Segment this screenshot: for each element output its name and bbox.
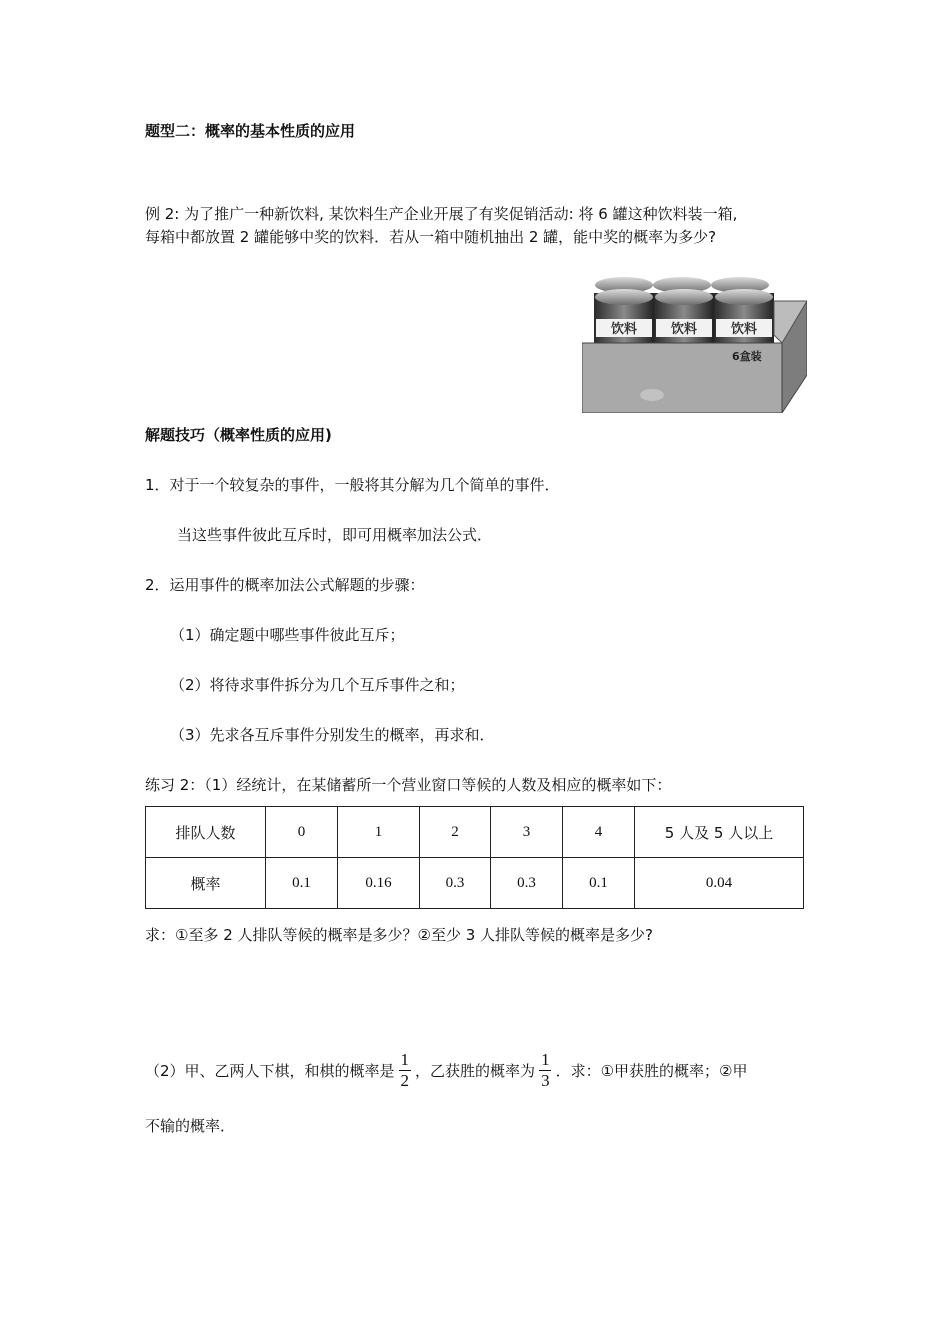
fraction-one-third [539,1050,552,1091]
table-cell: 0.3 [420,858,491,909]
part-2-middle: ，乙获胜的概率为 [415,1061,536,1080]
table-cell: 概率 [146,858,266,909]
drink-box-image [582,275,807,413]
section-title: 题型二：概率的基本性质的应用 [145,122,356,140]
table-cell: 2 [420,807,491,858]
exercise-2-part-2-line-2: 不输的概率． [145,1117,236,1135]
table-row [146,807,804,858]
can-label-3: 饮料 [730,322,758,337]
table-cell: 0.1 [563,858,635,909]
can-label-1: 饮料 [610,322,638,337]
part-2-suffix: ．求：①甲获胜的概率；②甲 [555,1061,748,1080]
table-cell: 0.1 [266,858,338,909]
table-cell: 1 [338,807,420,858]
tip-step-3: （3）先求各互斥事件分别发生的概率，再求和． [170,726,495,744]
drink-box-illustration [582,275,807,413]
tip-item-1: 1．对于一个较复杂的事件，一般将其分解为几个简单的事件． [145,476,560,494]
front-cans [594,289,774,345]
box-label: 6盒装 [732,350,762,363]
part-2-prefix: （2）甲、乙两人下棋，和棋的概率是 [145,1061,395,1080]
fraction-numerator: 1 [400,1049,410,1069]
table-cell: 排队人数 [146,807,266,858]
tips-title: 解题技巧（概率性质的应用) [145,426,332,444]
fraction-denominator: 2 [400,1070,410,1090]
tip-item-2: 2．运用事件的概率加法公式解题的步骤： [145,576,425,594]
tip-item-1-continued: 当这些事件彼此互斥时，即可用概率加法公式． [177,526,493,544]
can-label-2: 饮料 [670,322,698,337]
table-cell: 0.04 [635,858,804,909]
exercise-2-part-2 [145,1045,747,1095]
probability-table [145,806,804,909]
exercise-2-intro: 练习 2：（1）经统计，在某储蓄所一个营业窗口等候的人数及相应的概率如下： [145,776,672,794]
table-cell: 5 人及 5 人以上 [635,807,804,858]
table-cell: 0.3 [491,858,563,909]
example-2-line-2: 每箱中都放置 2 罐能够中奖的饮料．若从一箱中随机抽出 2 罐，能中奖的概率为多少? [145,228,717,246]
example-2-line-1: 例 2: 为了推广一种新饮料, 某饮料生产企业开展了有奖促销活动: 将 6 罐这种饮料装一箱, [145,205,738,223]
table-row [146,858,804,909]
fraction-numerator: 1 [541,1049,550,1069]
fraction-denominator: 3 [541,1070,550,1090]
fraction-one-half [399,1050,412,1091]
table-cell: 4 [563,807,635,858]
tip-step-1: （1）确定题中哪些事件彼此互斥； [170,626,405,644]
table-cell: 0 [266,807,338,858]
table-cell: 0.16 [338,858,420,909]
table-cell: 3 [491,807,563,858]
tip-step-2: （2）将待求事件拆分为几个互斥事件之和； [170,676,465,694]
exercise-2-question-1: 求：①至多 2 人排队等候的概率是多少？②至少 3 人排队等候的概率是多少? [145,926,654,944]
